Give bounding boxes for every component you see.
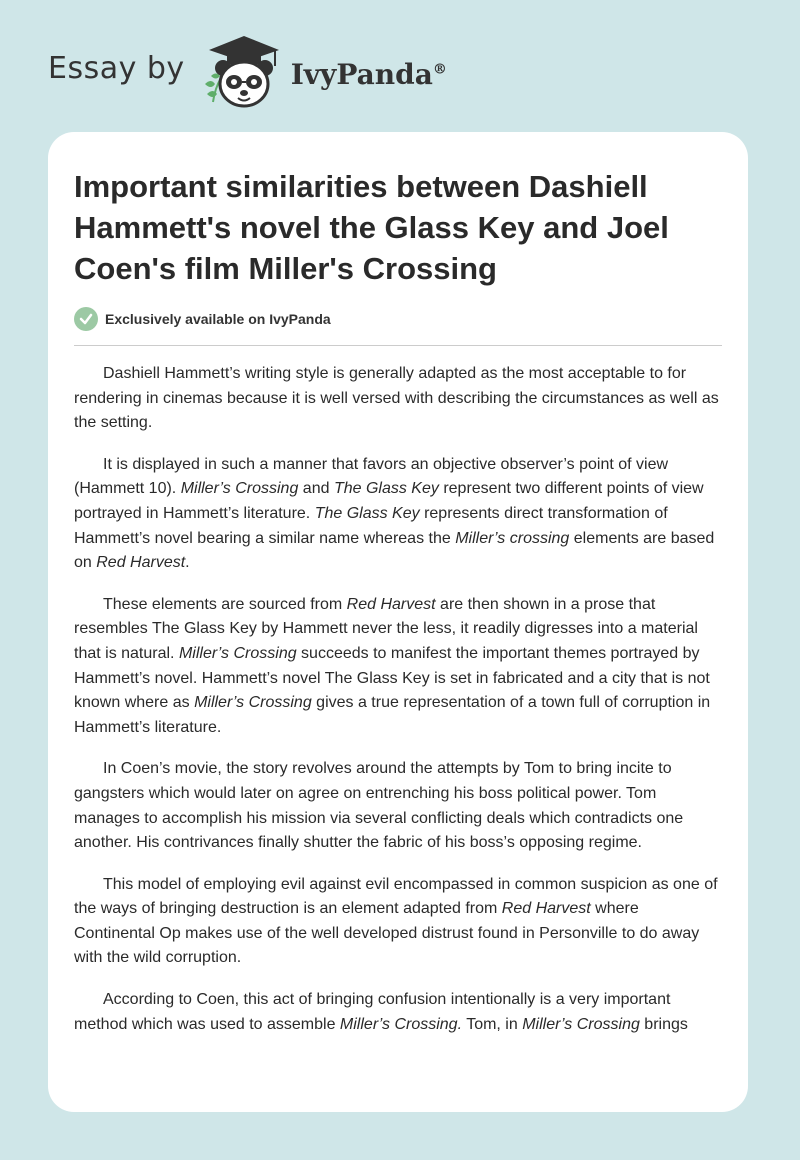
check-circle-icon: [74, 307, 98, 331]
italic-title-run: The Glass Key: [314, 504, 420, 522]
brand-name: IvyPanda®: [290, 57, 447, 91]
italic-title-run: Red Harvest: [501, 900, 591, 918]
text-run: elements are based on: [74, 529, 715, 572]
italic-title-run: Miller’s Crossing.: [339, 1015, 463, 1033]
text-run: Tom, in: [462, 1015, 523, 1033]
text-run: gives a true representation of a town full of corruption in Hammett’s literature.: [74, 694, 711, 736]
text-run: It is displayed in such a manner that favors an objective observer’s point of view (Hammett 10).: [74, 455, 669, 498]
text-run: represents direct transformation of Hammett’s novel bearing a similar name whereas the: [74, 504, 668, 547]
essay-paragraph: [74, 873, 722, 971]
panda-graduate-icon: [199, 32, 289, 112]
italic-title-run: Miller’s Crossing: [522, 1015, 640, 1033]
text-run: According to Coen, this act of bringing confusion intentionally is a very important method which was used to assemble: [74, 991, 671, 1033]
text-run: succeeds to manifest the important themes portrayed by Hammett’s novel. Hammett’s novel The Glass Key is set in fabricated and a city that is not known where as: [74, 644, 710, 712]
text-run: .: [185, 554, 190, 572]
text-run: Dashiell Hammett’s writing style is generally adapted as the most acceptable to for rendering in cinemas because it is well versed with describing the circumstances as well as the setting.: [74, 365, 719, 432]
italic-title-run: Miller’s Crossing: [194, 694, 312, 712]
text-run: where Continental Op makes use of the well developed distrust found in Personville to do away with the wild corruption.: [74, 900, 700, 967]
italic-title-run: Miller’s Crossing: [180, 480, 299, 498]
italic-title-run: Red Harvest: [96, 554, 186, 572]
essay-paragraph: [74, 453, 722, 576]
essay-by-label: Essay by: [48, 50, 185, 86]
exclusive-label: Exclusively available on IvyPanda: [105, 311, 331, 327]
essay-title: Important similarities between Dashiell Hammett's novel the Glass Key and Joel Coen's film Miller's Crossing: [74, 169, 669, 286]
italic-title-run: Red Harvest: [346, 595, 436, 613]
essay-paragraph: [74, 593, 722, 741]
essay-paragraph: [74, 988, 722, 1037]
text-run: are then shown in a prose that resembles The Glass Key by Hammett never the less, it readily digresses into a material that is natural.: [74, 595, 698, 662]
site-header: [48, 32, 447, 112]
italic-title-run: The Glass Key: [333, 480, 439, 498]
italic-title-run: Miller’s Crossing: [178, 644, 297, 662]
ivypanda-logo[interactable]: [199, 32, 447, 112]
italic-title-run: Miller’s crossing: [455, 529, 570, 547]
text-run: This model of employing evil against evil encompassed in common suspicion as one of the ways of bringing destruction is an element adapted from: [74, 875, 718, 918]
text-run: In Coen’s movie, the story revolves around the attempts by Tom to bring incite to gangsters which would later on agree on entrenching his boss political power. Tom manages to accomplish his mission via several conflicting deals which contradicts one another. His contrivances finally shutter the fabric of his boss’s opposing regime.: [74, 760, 684, 852]
text-run: represent two different points of view portrayed in Hammett’s literature.: [74, 480, 704, 522]
text-run: brings: [639, 1015, 688, 1033]
essay-paragraph: [74, 362, 722, 436]
essay-card: [48, 132, 748, 1112]
essay-body: [74, 362, 722, 1037]
exclusive-badge: [74, 307, 722, 331]
essay-paragraph: [74, 757, 722, 855]
divider: [74, 345, 722, 346]
text-run: These elements are sourced from: [103, 595, 347, 613]
text-run: and: [298, 480, 334, 498]
